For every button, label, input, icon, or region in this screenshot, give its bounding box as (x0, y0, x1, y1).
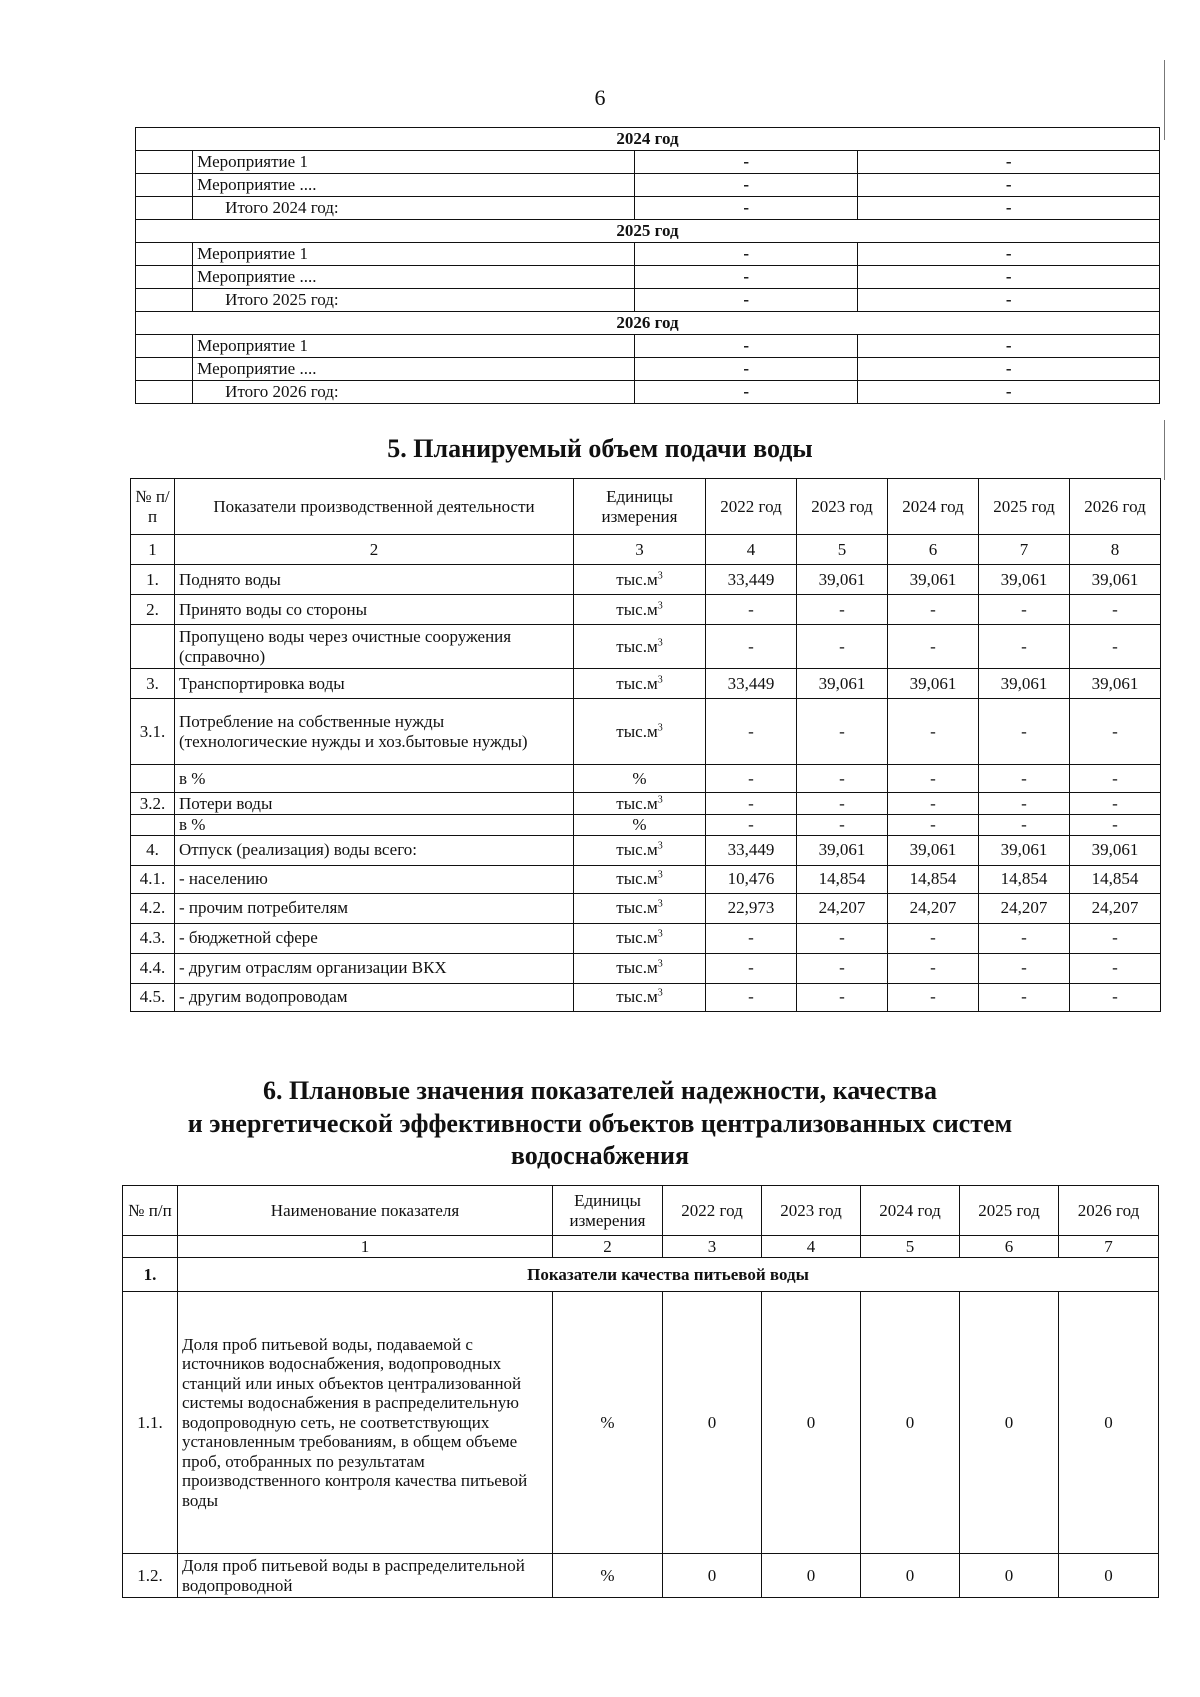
header-cell: 2025 год (979, 479, 1070, 535)
unit-base: тыс.м (616, 958, 658, 978)
value-cell: 39,061 (979, 669, 1070, 699)
table-row (123, 1292, 1159, 1554)
page-number: 6 (594, 85, 606, 110)
scan-artifact-line (1164, 60, 1165, 140)
row-number: 1.2. (123, 1554, 178, 1598)
unit-cell (574, 893, 706, 923)
header-row (131, 479, 1161, 535)
indicator-name: - бюджетной сфере (175, 923, 574, 953)
table-row (131, 595, 1161, 625)
indicator-name: Принято воды со стороны (175, 595, 574, 625)
unit-cell: % (574, 765, 706, 793)
value-cell: - (706, 815, 797, 836)
table-row (131, 983, 1161, 1011)
section6-title-line: и энергетической эффективности объектов централизованных систем (187, 1108, 1013, 1138)
value-cell: - (888, 815, 979, 836)
row-number: 4. (131, 835, 175, 865)
value-cell: - (797, 625, 888, 669)
dash-cell: - (858, 243, 1160, 266)
table-row (131, 893, 1161, 923)
value-cell: 0 (1059, 1554, 1159, 1598)
value-cell: - (888, 699, 979, 765)
year-row (136, 312, 1160, 335)
value-cell: 39,061 (1070, 835, 1161, 865)
dash-cell: - (858, 358, 1160, 381)
dash-cell: - (634, 197, 858, 220)
header-cell: 2023 год (797, 479, 888, 535)
event-row (136, 266, 1160, 289)
total-row (136, 197, 1160, 220)
value-cell: - (1070, 983, 1161, 1011)
column-number: 8 (1070, 535, 1161, 565)
value-cell: - (1070, 699, 1161, 765)
row-number: 1. (131, 565, 175, 595)
value-cell: - (706, 983, 797, 1011)
column-number-row (131, 535, 1161, 565)
indicator-name: Пропущено воды через очистные сооружения (справочно) (175, 625, 574, 669)
empty-cell (136, 197, 193, 220)
value-cell: - (797, 815, 888, 836)
value-cell: - (797, 765, 888, 793)
empty-cell (136, 358, 193, 381)
value-cell: 39,061 (797, 669, 888, 699)
value-cell: - (1070, 595, 1161, 625)
row-number: 3.1. (131, 699, 175, 765)
value-cell: 0 (960, 1554, 1059, 1598)
header-cell: 2024 год (888, 479, 979, 535)
value-cell: 0 (1059, 1292, 1159, 1554)
header-cell: 2022 год (663, 1186, 762, 1236)
header-cell: Показатели производственной деятельности (175, 479, 574, 535)
unit-base: тыс.м (616, 928, 658, 948)
event-name: Мероприятие 1 (193, 151, 635, 174)
year-label: 2026 год (136, 312, 1160, 335)
value-cell: - (888, 595, 979, 625)
unit-exponent: 3 (657, 928, 663, 940)
value-cell: - (706, 923, 797, 953)
value-cell: - (979, 815, 1070, 836)
total-row (136, 289, 1160, 312)
value-cell: 39,061 (797, 835, 888, 865)
table-row (131, 923, 1161, 953)
empty-cell (136, 243, 193, 266)
column-number: 7 (1059, 1236, 1159, 1258)
dash-cell: - (634, 335, 858, 358)
value-cell: 14,854 (797, 865, 888, 893)
unit-base: тыс.м (616, 869, 658, 889)
unit-exponent: 3 (657, 600, 663, 612)
value-cell: 0 (762, 1554, 861, 1598)
unit-cell (574, 953, 706, 983)
column-number: 2 (175, 535, 574, 565)
empty-cell (136, 381, 193, 404)
unit-cell (574, 595, 706, 625)
unit-base: тыс.м (616, 673, 658, 693)
row-number: 2. (131, 595, 175, 625)
value-cell: 33,449 (706, 565, 797, 595)
value-cell: - (706, 953, 797, 983)
table-row (131, 765, 1161, 793)
empty-cell (136, 335, 193, 358)
value-cell: - (797, 983, 888, 1011)
value-cell: - (1070, 793, 1161, 815)
dash-cell: - (858, 289, 1160, 312)
row-number: 3. (131, 669, 175, 699)
indicator-name: - прочим потребителям (175, 893, 574, 923)
dash-cell: - (858, 151, 1160, 174)
table-row (131, 669, 1161, 699)
table-row (131, 953, 1161, 983)
value-cell: - (1070, 815, 1161, 836)
indicator-name: в % (175, 765, 574, 793)
unit-exponent: 3 (657, 637, 663, 649)
dash-cell: - (858, 174, 1160, 197)
total-label: Итого 2025 год: (193, 289, 635, 312)
indicator-name: Потери воды (175, 793, 574, 815)
total-label: Итого 2026 год: (193, 381, 635, 404)
value-cell: 33,449 (706, 669, 797, 699)
unit-cell (574, 699, 706, 765)
header-cell: 2026 год (1070, 479, 1161, 535)
table-row (131, 793, 1161, 815)
value-cell: - (706, 625, 797, 669)
value-cell: - (888, 793, 979, 815)
row-number: 4.5. (131, 983, 175, 1011)
unit-cell (574, 983, 706, 1011)
header-cell: № п/п (131, 479, 175, 535)
unit-exponent: 3 (657, 869, 663, 881)
header-cell: № п/п (123, 1186, 178, 1236)
column-number-row (123, 1236, 1159, 1258)
header-cell: Наименование показателя (178, 1186, 553, 1236)
unit-cell (574, 835, 706, 865)
value-cell: 0 (762, 1292, 861, 1554)
value-cell: - (979, 983, 1070, 1011)
value-cell: - (706, 595, 797, 625)
section6-title-line: 6. Плановые значения показателей надежности, качества (262, 1076, 938, 1105)
indicator-name: Отпуск (реализация) воды всего: (175, 835, 574, 865)
value-cell: 39,061 (1070, 565, 1161, 595)
year-row (136, 128, 1160, 151)
indicator-name: - другим отраслям организации ВКХ (175, 953, 574, 983)
event-row (136, 174, 1160, 197)
indicator-name: - другим водопроводам (175, 983, 574, 1011)
year-label: 2024 год (136, 128, 1160, 151)
empty-cell (123, 1236, 178, 1258)
unit-exponent: 3 (657, 794, 663, 806)
unit-exponent: 3 (657, 958, 663, 970)
row-number: 4.1. (131, 865, 175, 893)
value-cell: 22,973 (706, 893, 797, 923)
value-cell: - (797, 953, 888, 983)
table-row (131, 565, 1161, 595)
row-number: 4.3. (131, 923, 175, 953)
unit-exponent: 3 (657, 987, 663, 999)
total-label: Итого 2024 год: (193, 197, 635, 220)
unit-exponent: 3 (657, 570, 663, 582)
event-name: Мероприятие 1 (193, 335, 635, 358)
unit-cell: % (553, 1554, 663, 1598)
section6-title-line: водоснабжения (510, 1141, 690, 1170)
dash-cell: - (634, 151, 858, 174)
unit-base: тыс.м (616, 569, 658, 589)
row-number: 1.1. (123, 1292, 178, 1554)
value-cell: - (888, 765, 979, 793)
section5-title: 5. Планируемый объем подачи воды (387, 434, 813, 463)
event-row (136, 335, 1160, 358)
event-row (136, 243, 1160, 266)
column-number: 3 (663, 1236, 762, 1258)
indicator-name: Доля проб питьевой воды, подаваемой с источников водоснабжения, водопроводных станций или иных объектов централизованной системы водоснабжения в распределительную водопроводную сеть, не соответствующих установленным требованиям, в общем объеме проб, отобранных по результатам производственного контроля качества питьевой воды (178, 1292, 553, 1554)
value-cell: - (1070, 923, 1161, 953)
unit-base: тыс.м (616, 840, 658, 860)
header-cell: Единицы измерения (553, 1186, 663, 1236)
value-cell: - (797, 923, 888, 953)
year-label: 2025 год (136, 220, 1160, 243)
dash-cell: - (858, 266, 1160, 289)
unit-cell: % (574, 815, 706, 836)
value-cell: 33,449 (706, 835, 797, 865)
indicator-name: в % (175, 815, 574, 836)
table-row (131, 865, 1161, 893)
value-cell: - (888, 625, 979, 669)
header-cell: 2025 год (960, 1186, 1059, 1236)
group-number: 1. (123, 1258, 178, 1292)
value-cell: 14,854 (888, 865, 979, 893)
value-cell: 24,207 (888, 893, 979, 923)
table-row (131, 835, 1161, 865)
unit-cell (574, 565, 706, 595)
events-table (135, 127, 1160, 404)
group-row (123, 1258, 1159, 1292)
value-cell: - (797, 595, 888, 625)
column-number: 6 (888, 535, 979, 565)
column-number: 7 (979, 535, 1070, 565)
column-number: 2 (553, 1236, 663, 1258)
column-number: 3 (574, 535, 706, 565)
dash-cell: - (858, 381, 1160, 404)
value-cell: 39,061 (797, 565, 888, 595)
table-row (123, 1554, 1159, 1598)
unit-base: тыс.м (616, 898, 658, 918)
unit-base: тыс.м (616, 793, 658, 813)
unit-exponent: 3 (657, 722, 663, 734)
value-cell: - (1070, 625, 1161, 669)
value-cell: - (706, 765, 797, 793)
value-cell: - (888, 953, 979, 983)
value-cell: - (797, 699, 888, 765)
value-cell: 14,854 (1070, 865, 1161, 893)
value-cell: 39,061 (888, 669, 979, 699)
column-number: 1 (131, 535, 175, 565)
dash-cell: - (634, 243, 858, 266)
value-cell: - (979, 765, 1070, 793)
value-cell: 24,207 (979, 893, 1070, 923)
row-number: 4.4. (131, 953, 175, 983)
empty-cell (136, 151, 193, 174)
table-row (131, 699, 1161, 765)
event-name: Мероприятие .... (193, 266, 635, 289)
value-cell: 39,061 (1070, 669, 1161, 699)
dash-cell: - (858, 197, 1160, 220)
unit-cell (574, 669, 706, 699)
row-number (131, 625, 175, 669)
unit-cell (574, 793, 706, 815)
value-cell: 0 (960, 1292, 1059, 1554)
event-name: Мероприятие .... (193, 358, 635, 381)
group-title: Показатели качества питьевой воды (178, 1258, 1159, 1292)
value-cell: 0 (663, 1292, 762, 1554)
header-cell: 2026 год (1059, 1186, 1159, 1236)
value-cell: 39,061 (888, 565, 979, 595)
row-number (131, 765, 175, 793)
event-name: Мероприятие 1 (193, 243, 635, 266)
unit-exponent: 3 (657, 674, 663, 686)
total-row (136, 381, 1160, 404)
row-number: 3.2. (131, 793, 175, 815)
value-cell: - (1070, 765, 1161, 793)
value-cell: - (979, 595, 1070, 625)
value-cell: 10,476 (706, 865, 797, 893)
indicator-name: Транспортировка воды (175, 669, 574, 699)
column-number: 4 (706, 535, 797, 565)
table-row (131, 625, 1161, 669)
event-row (136, 358, 1160, 381)
water-volume-table (130, 478, 1161, 1012)
dash-cell: - (634, 174, 858, 197)
unit-cell (574, 923, 706, 953)
dash-cell: - (634, 358, 858, 381)
value-cell: - (979, 699, 1070, 765)
value-cell: - (706, 793, 797, 815)
value-cell: 0 (861, 1554, 960, 1598)
value-cell: 24,207 (797, 893, 888, 923)
value-cell: - (888, 923, 979, 953)
section6-title (0, 1075, 1200, 1173)
value-cell: 0 (861, 1292, 960, 1554)
row-number: 4.2. (131, 893, 175, 923)
unit-cell: % (553, 1292, 663, 1554)
value-cell: - (979, 625, 1070, 669)
indicator-name: - населению (175, 865, 574, 893)
unit-cell (574, 625, 706, 669)
dash-cell: - (634, 381, 858, 404)
header-cell: 2022 год (706, 479, 797, 535)
indicators-table (122, 1185, 1159, 1598)
value-cell: 0 (663, 1554, 762, 1598)
value-cell: - (797, 793, 888, 815)
value-cell: - (979, 953, 1070, 983)
unit-exponent: 3 (657, 898, 663, 910)
header-cell: 2023 год (762, 1186, 861, 1236)
value-cell: 39,061 (888, 835, 979, 865)
table-row (131, 815, 1161, 836)
value-cell: - (888, 983, 979, 1011)
indicator-name: Поднято воды (175, 565, 574, 595)
column-number: 1 (178, 1236, 553, 1258)
event-name: Мероприятие .... (193, 174, 635, 197)
value-cell: 39,061 (979, 565, 1070, 595)
column-number: 5 (861, 1236, 960, 1258)
row-number (131, 815, 175, 836)
year-row (136, 220, 1160, 243)
header-cell: 2024 год (861, 1186, 960, 1236)
value-cell: 14,854 (979, 865, 1070, 893)
dash-cell: - (858, 335, 1160, 358)
value-cell: - (1070, 953, 1161, 983)
unit-exponent: 3 (657, 840, 663, 852)
value-cell: - (979, 793, 1070, 815)
empty-cell (136, 289, 193, 312)
indicator-name: Доля проб питьевой воды в распределительной водопроводной (178, 1554, 553, 1598)
value-cell: 39,061 (979, 835, 1070, 865)
value-cell: - (979, 923, 1070, 953)
event-row (136, 151, 1160, 174)
value-cell: 24,207 (1070, 893, 1161, 923)
unit-base: тыс.м (616, 721, 658, 741)
dash-cell: - (634, 266, 858, 289)
empty-cell (136, 174, 193, 197)
header-row (123, 1186, 1159, 1236)
column-number: 6 (960, 1236, 1059, 1258)
header-cell: Единицы измерения (574, 479, 706, 535)
unit-base: тыс.м (616, 987, 658, 1007)
dash-cell: - (634, 289, 858, 312)
value-cell: - (706, 699, 797, 765)
unit-cell (574, 865, 706, 893)
column-number: 5 (797, 535, 888, 565)
empty-cell (136, 266, 193, 289)
unit-base: тыс.м (616, 636, 658, 656)
unit-base: тыс.м (616, 599, 658, 619)
column-number: 4 (762, 1236, 861, 1258)
indicator-name: Потребление на собственные нужды (технологические нужды и хоз.бытовые нужды) (175, 699, 574, 765)
